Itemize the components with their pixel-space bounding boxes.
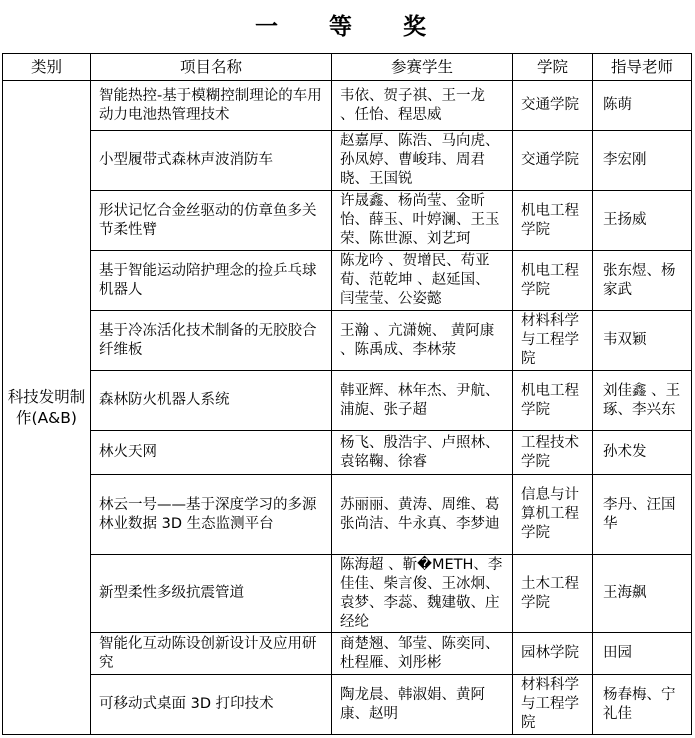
advisor: 李宏刚 [593,131,692,191]
college: 机电工程学院 [513,371,593,431]
header-project: 项目名称 [91,54,332,81]
table-row [3,675,692,735]
project-name: 林火天网 [91,431,332,475]
students: 杨飞、殷浩宇、卢照林、袁铭鞠、徐睿 [332,431,513,475]
advisor: 张东煜、杨家武 [593,251,692,311]
advisor: 田园 [593,633,692,675]
table-row [3,475,692,555]
students: 苏丽丽、黄涛、周维、葛张尚洁、牛永真、李梦迪 [332,475,513,555]
project-name: 新型柔性多级抗震管道 [91,555,332,633]
table-row [3,555,692,633]
header-row [3,54,692,81]
advisor: 陈萌 [593,81,692,131]
header-college: 学院 [513,54,593,81]
advisor: 刘佳鑫 、王琢、李兴东 [593,371,692,431]
table-row [3,431,692,475]
college: 工程技术学院 [513,431,593,475]
project-name: 林云一号——基于深度学习的多源林业数据 3D 生态监测平台 [91,475,332,555]
advisor: 韦双颖 [593,311,692,371]
table-row [3,311,692,371]
college: 机电工程学院 [513,191,593,251]
college: 机电工程学院 [513,251,593,311]
college: 材料科学与工程学院 [513,311,593,371]
category-cell: 科技发明制作(A&B) [3,81,91,735]
advisor: 孙术发 [593,431,692,475]
students: 陈龙吟 、贺增民、苟亚荀、范乾坤 、赵延国、闫莹莹、公姿懿 [332,251,513,311]
project-name: 可移动式桌面 3D 打印技术 [91,675,332,735]
students: 陶龙晨、韩淑娟、黄阿康、赵明 [332,675,513,735]
project-name: 基于冷冻活化技术制备的无胶胶合纤维板 [91,311,332,371]
project-name: 小型履带式森林声波消防车 [91,131,332,191]
project-name: 森林防火机器人系统 [91,371,332,431]
table-row [3,371,692,431]
table-row [3,251,692,311]
college: 材料科学与工程学院 [513,675,593,735]
students: 韦依、贺子祺、王一龙 、任怡、程思威 [332,81,513,131]
students: 赵嘉厚、陈浩、马向虎、孙凤婷、曹峻玮、周君晓、王国锐 [332,131,513,191]
college: 园林学院 [513,633,593,675]
project-name: 形状记忆合金丝驱动的仿章鱼多关节柔性臂 [91,191,332,251]
header-category: 类别 [3,54,91,81]
students: 商楚翘、邹莹、陈奕同、杜程雁、刘彤彬 [332,633,513,675]
award-table [2,53,692,735]
students: 王瀚 、亢潇婉、 黄阿康 、陈禹成、李林荥 [332,311,513,371]
table-row [3,191,692,251]
advisor: 杨春梅、宁礼佳 [593,675,692,735]
project-name: 基于智能运动陪护理念的捡乒乓球机器人 [91,251,332,311]
header-advisor: 指导老师 [593,54,692,81]
college: 土木工程学院 [513,555,593,633]
project-name: 智能热控-基于模糊控制理论的车用动力电池热管理技术 [91,81,332,131]
advisor: 王扬威 [593,191,692,251]
project-name: 智能化互动陈设创新设计及应用研究 [91,633,332,675]
college: 交通学院 [513,81,593,131]
table-row [3,81,692,131]
students: 韩亚辉、林年杰、尹航、浦旎、张子超 [332,371,513,431]
page-title: 一 等 奖 [255,13,440,40]
table-row [3,131,692,191]
students: 陈海超 、靳�METH、李佳佳、柴言俊、王冰炯、袁梦、李蕊、魏建敬、庄经纶 [332,555,513,633]
students: 许晟鑫、杨尚莹、金昕怡、薛玉、叶婷澜、王玉荣、陈世源、刘艺珂 [332,191,513,251]
college: 信息与计算机工程学院 [513,475,593,555]
college: 交通学院 [513,131,593,191]
advisor: 王海飙 [593,555,692,633]
advisor: 李丹、汪国华 [593,475,692,555]
header-students: 参赛学生 [332,54,513,81]
table-row [3,633,692,675]
